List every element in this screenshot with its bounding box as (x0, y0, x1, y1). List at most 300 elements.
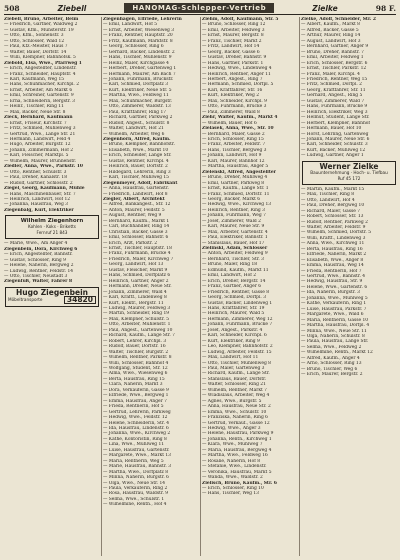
directory-entry: — Franz, Rentner, Hauptstr. 20 (103, 33, 173, 39)
directory-entry: — Paul, Zimmerer, Wald 8 (202, 109, 260, 115)
directory-entry: — Arno, Schlosser, Ring 13 (301, 361, 362, 367)
directory-entry: — Friedrich, Gärtner, Waldweg 2 (4, 22, 78, 28)
directory-entry: — Willi, Schlosser, Bahnhof 4 (103, 360, 169, 366)
directory-entry: — Johanna, Wwe., Mühlweg 5 (301, 295, 368, 301)
directory-entry: — Frieda, Rentnerin, Hof 5 (103, 404, 164, 410)
directory-entry: — Wilhelm, Bauer, Hof 6 (202, 120, 257, 126)
directory-entry: — Franz, Gärtner, Anger 6 (202, 284, 261, 290)
directory-entry: — Paul, Kfz.-Meister, Haus 7 (4, 44, 68, 50)
directory-entry: — Josef, Angest., Parkstr. 4 (202, 327, 263, 333)
directory-entry: — Willi, Klempner, Bahnhofsk. 5 (4, 55, 76, 61)
directory-entry: — Lina, Wwe., Mühlweg 11 (103, 442, 165, 448)
directory-entry: — Berta, Hausfrau, Ring 15 (103, 376, 165, 382)
directory-entry: — Hermann, Maurer, Am Bach 7 (103, 71, 176, 77)
directory-entry: — Johanna, Rentn., Kirchweg 1 (202, 436, 272, 442)
directory-entry: — Wilhelm, Arbeiter, Weg 6 (103, 131, 165, 137)
directory-entry: — Karl, Kraftfahrer, Str. 16 (202, 87, 263, 93)
directory-entry: — Max, Bäcker, Neue Str. 8 (4, 109, 66, 115)
directory-entry: — Georg, Landwirt, Hof 13 (103, 262, 164, 268)
directory-entry: — Ida, Hausfrau, Lindenstr. 6 (103, 425, 169, 431)
directory-entry: — Minna, Näherin, Burgstr. 6 (103, 475, 169, 481)
directory-entry: — Friedrich, Maler, Kirchweg 7 (103, 256, 174, 262)
directory-entry: — Friedrich, Rentner, Weg 15 (301, 76, 368, 82)
directory-entry: — Heinr., Tischler, Ring 11 (4, 104, 64, 110)
ad-note: Ruf 45 172 (337, 175, 361, 181)
ad-note: Fernruf 21 843 (36, 230, 68, 236)
directory-entry: — Hermann, Dreher, Neue Str. (103, 284, 172, 290)
advertisement-ziegenbein (5, 287, 99, 307)
directory-entry: — Margarete, Wwe., Markt 13 (103, 453, 171, 459)
directory-entry: — Rudolf, Angest., Schulstr. 8 (103, 120, 170, 126)
directory-entry: — Ida, Näherin, Burgstr. 3 (301, 290, 360, 296)
directory-entry: — Erich, Angestellter, Bahnstr. (4, 252, 73, 258)
directory-entry: — Erich, Arzt, Parkstr. 2 (103, 240, 158, 246)
directory-entry: — Franz, Schneider, Hauptstr. 4 (4, 71, 76, 77)
directory-entry: — Wilhelmine, Rentn., Markt 12 (301, 350, 373, 356)
directory-entry: — Ernst, Friseur, Kirchstr. 7 (4, 120, 67, 126)
directory-entry: — Otto, Landwirt, Hof 4 (301, 197, 355, 203)
directory-entry: — Bruno, Dreher, Bahnstr. 7 (301, 49, 364, 55)
directory-entry: — Dora, Verkäuferin, Gasse 9 (103, 387, 169, 393)
directory-entry: — Maria, Rentnerin, Gasse 10 (301, 317, 369, 323)
directory-entry: — Johann, Fuhrmann, Weg 7 (202, 213, 266, 219)
directory-entry: Ziegenbalg, Kurt, Elektriker (4, 207, 74, 213)
ad-subtitle: Kohlen · Koks · Briketts (28, 224, 76, 230)
directory-entry: — Erich, Angestellter, Lindenstr. (4, 66, 77, 72)
directory-entry: — Johann, Landwirt, Hof 9 (202, 153, 262, 159)
directory-entry: — Olga, Näherin, Schulstr. 8 (301, 334, 365, 340)
directory-entry: — Robert, Lehrer, Kirchpl. 3 (103, 338, 167, 344)
directory-entry: — Emma, Hausfrau, Weg 14 (301, 263, 364, 269)
directory-entry: — Willi, Kraftf., Lindenweg 3 (301, 235, 366, 241)
directory-entry: — Hans, Tischler, Weg 13 (202, 491, 259, 497)
directory-entry: — Hans, Tischler, Mühlenstr. 9 (103, 55, 172, 61)
directory-entry: — Georg, Bäcker, Markt 6 (202, 196, 261, 202)
directory-entry: — Martha, Hausfrau, Dorfpl. 4 (301, 323, 370, 329)
directory-entry: — Rudolf, Rentner, Parkweg 2 (301, 219, 368, 225)
directory-entry: — Ludwig, Rentner, Feldstr. 14 (4, 268, 74, 274)
directory-entry: — Max, Schuhmacher, Burgstr. (103, 98, 173, 104)
directory-entry: — Stefanie, Wwe., Lindenstr. (202, 464, 267, 470)
directory-entry: — Heinrich, Rentner, Ring 3 (202, 207, 265, 213)
advertisement-zielke (302, 161, 396, 185)
directory-entry: — Helene, Hausfrau, Parkweg 9 (202, 431, 274, 437)
directory-entry: — Kurt, Elektriker, Ring 9 (202, 338, 260, 344)
directory-entry: — Max, Tischler, Ring 8 (301, 192, 354, 198)
directory-entry: — Friedrich, Rentner, Gasse 8 (202, 289, 270, 295)
directory-entry: — Hermann, Schmied, Dorfpl. 5 (202, 82, 274, 88)
directory-entry: — Hans, Maschinenbauer, Str. 7 (4, 191, 76, 197)
column-3 (202, 17, 298, 558)
column-divider (200, 17, 201, 556)
directory-entry: — Heinrich, Rentner, Anger 11 (202, 71, 271, 77)
directory-entry: — Gertrud, Verkäuf., Gasse 12 (202, 420, 270, 426)
directory-entry: Ziedler, Anna, Wwe., Parkstr. 10 (4, 164, 83, 170)
directory-entry: — Erich, Schlosser, Bergstr. 6 (301, 60, 368, 66)
directory-entry: — Gustav, Dreher, Bahnstr. 9 (202, 55, 267, 61)
directory-entry: — Georg, Kraftfahrer, Str. 11 (301, 87, 366, 93)
directory-entry: — Gustav, Fleischer, Markt 9 (103, 267, 168, 273)
directory-entry: — Clara, Näherin, Markt 3 (103, 382, 163, 388)
directory-entry: — Wladislaus, Arbeiter, Weg 4 (202, 393, 270, 399)
directory-entry: — Gustav, Rentner, Kirchpl. 4 (103, 158, 169, 164)
directory-entry: Ziegenhorn, Alfred, Kaufm. (103, 136, 171, 142)
directory-entry: Ziegenhagen, Elfriede, Lehrerin (103, 17, 182, 22)
directory-entry: — Anna, Hausfrau, Neue Str. 2 (202, 404, 271, 410)
directory-entry: — Walter, Schlosser, Ring 21 (202, 382, 266, 388)
directory-entry: — Elisabeth, Wwe., Anger 8 (301, 257, 364, 263)
directory-entry: — Karl, Kaufmann, Weg 15 (4, 76, 65, 82)
directory-entry: — Helmut, Student, Lange Str. (301, 115, 370, 121)
directory-entry: Ziebell, Bruno, Arbeiter, Beim (4, 17, 79, 22)
directory-entry: — Richard, Gärtner, Parkweg 2 (103, 115, 173, 121)
directory-entry: — Hermann, Bauer, Hof 10 (301, 126, 362, 132)
directory-entry: — Kurt, Bäcker, Mühlweg 12 (301, 147, 366, 153)
directory-entry: — Hans, Schmied, Dorfplatz 6 (103, 273, 171, 279)
directory-entry: — Bernhard, Gärtner, Anger 9 (301, 44, 369, 50)
directory-entry: — Horst, Lehrling, Gartenweg (301, 131, 369, 137)
directory-entry: — Walter, Bauer, Dorfstr. 14 (4, 49, 67, 55)
ad-title: Wilhelm Ziegenhorn (20, 218, 84, 225)
directory-entry: — Marie, Hausfrau, Bahnstr. 3 (103, 464, 171, 470)
column-4 (301, 17, 397, 558)
directory-entry: — Gerhard, Bäcker, Lindenstr. 2 (103, 49, 175, 55)
directory-entry: — Fritz, Schmied, Dorfpl. 2 (301, 82, 362, 88)
directory-entry: — Franziska, Näherin, Ring 6 (202, 415, 268, 421)
directory-entry: — Bruno, Maler, Ring 18 (202, 262, 258, 268)
directory-entry: — Emil, Landwirt, Hof 2 (202, 273, 257, 279)
directory-entry: — Bernhard, Kaufm., Markt 1 (103, 218, 170, 224)
directory-entry: — Johann, Fuhrmann, Brückstr. (103, 76, 174, 82)
ad-subtitle: Möbeltransporte (8, 296, 43, 302)
directory-entry: — Paul, Dreher, Bergweg 10 (301, 203, 365, 209)
directory-entry: — Käthe, Kontoristin, Ring 8 (103, 436, 167, 442)
directory-entry: — Johann, Maurer, Neue Str. 6 (301, 136, 370, 142)
directory-entry: — Anton, Maurer, Feldstr. 5 (103, 207, 165, 213)
directory-entry: — Paul, Elektriker, Bahnstr. 1 (202, 235, 268, 241)
directory-entry: — Friedrich, Landwirt, Hof 8 (103, 191, 168, 197)
directory-entry: — Wolfgang, Student, Str. 12 (103, 366, 168, 371)
directory-entry: — Rosalie, Näherin, Hof 8 (202, 458, 261, 464)
directory-entry: Zieck, Bernhard, Kaufmann (4, 115, 73, 121)
directory-entry: — Hedwig, Wwe., Lindenweg 4 (202, 66, 272, 72)
directory-entry: — Walter, Landwirt, Hof 21 (103, 126, 164, 132)
directory-entry: — Karl, Schneider, Schulstr. 3 (301, 142, 368, 148)
directory-entry: — Ludwig, Maurer, Feldweg 3 (103, 306, 171, 312)
directory-entry: — Erich, Maurer, Bergstr. 2 (301, 372, 363, 378)
directory-entry: — Christian, Bäcker, Gasse 3 (103, 229, 168, 235)
directory-entry: — Fritz, Schmied, Mühlenweg 3 (4, 126, 76, 132)
directory-entry: — Max, Landwirt, Hof 11 (202, 355, 259, 361)
directory-entry: — Selma, Wwe., Feldweg 2 (301, 344, 362, 350)
directory-entry: — Bruno, Dreher, Mühlweg 4 (202, 175, 268, 181)
directory-entry: — Hans, Kraftfahrer, Str. 19 (202, 306, 265, 312)
directory-entry: — Georg, Schlosser, Ring 6 (103, 44, 164, 50)
directory-entry: — Veronika, Hausfrau, Markt 5 (202, 469, 272, 475)
directory-entry: — Anton, Arbeiter, Feldweg 9 (202, 251, 268, 257)
directory-entry: Ziegel, Georg, Kaufmann, Mühle (4, 186, 85, 192)
directory-entry: — Emil, Schreiner, Gartenstr. 9 (4, 93, 74, 99)
directory-entry: — Martha, Hausfrau, Anger 5 (202, 164, 269, 170)
directory-entry: — Otto, Zimmerer, Waldstr. 13 (103, 104, 171, 110)
directory-entry: Zielke, Adolf, Schneider, Str. 2 (301, 17, 376, 22)
directory-entry: — Hans, Tischler, Bergweg 3 (202, 147, 267, 153)
directory-entry: — Karl, Maurer, Neue Str. 9 (202, 224, 265, 230)
page-number: 508 (4, 3, 20, 13)
directory-entry: — Bruno, Schlosser, Ring 12 (202, 22, 266, 28)
directory-entry: — Emil, Gärtner, Parkweg 8 (202, 180, 265, 186)
directory-entry: — Minna, Wwe., Neue Str. 11 (301, 328, 367, 334)
directory-entry: — Franz, Maler, Kirchpl. 4 (301, 71, 360, 77)
directory-entry: — Heinrich, Gärtner, Anger 2 (103, 278, 169, 284)
keyword-right: Zielke (312, 3, 338, 13)
directory-entry: — Georg, Bäcker, Gasse 6 (202, 49, 260, 55)
directory-entry: — Otto, Tischler, Neustadt 3 (4, 274, 68, 280)
page-header (4, 2, 396, 14)
directory-entry: — Max, Schneider, Kirchpl. 9 (202, 98, 267, 104)
keyword-left: Ziebell (57, 3, 87, 13)
directory-entry: — Kurt, Elektriker, Weg 2 (202, 93, 260, 99)
directory-entry: — Franz, Arbeiter, Feldstr. 7 (202, 142, 266, 148)
directory-entry: — Kurt, Elektr., Bergstr. 11 (103, 300, 164, 306)
directory-entry: — Bruno, Klempner, Bahnhofstr. (103, 142, 175, 148)
header-banner: HANOMAG-Schlepper-Vertrieb (124, 3, 274, 13)
header-rule (4, 14, 396, 15)
directory-entry: — Walter, Arbeiter, Feldstr. 9 (301, 224, 366, 230)
directory-entry: — Ernst, Tischler, Hauptstr. 18 (103, 246, 172, 252)
directory-entry: — Otto, Fuhrmann, Brücke 3 (202, 104, 267, 110)
directory-entry: — Wilhelm, Maurer, Brunnenstr. (4, 158, 77, 164)
directory-entry: — Elisabeth, Wwe., Markt 10 (103, 147, 169, 153)
directory-entry: — Otto, Rentner, Schulstr. 3 (4, 169, 67, 175)
directory-entry: — Kurt, Elektriker, Neue Str. 5 (103, 87, 172, 93)
directory-entry: — Karl, Schneider, Kirchpl. 6 (202, 333, 267, 339)
directory-entry: — Hermann, Zimmerer, Weg 12 (202, 316, 273, 322)
directory-entry: — Emil, Landwirt, Hof 5 (103, 22, 158, 28)
directory-entry: — Fritz, Landwirt, Hof 14 (202, 44, 260, 50)
directory-entry: Ziehm, Adolf, Kaufmann, Str. 5 (202, 17, 279, 22)
directory-entry: — Heinz, Maler, Kirchgasse 4 (103, 60, 169, 66)
directory-entry: — Robert, Schlosser, Str. 13 (301, 214, 364, 220)
directory-entry: — Johann, Zimmerer, Wald 4 (103, 289, 167, 295)
directory-entry: — Albert, Kaufm., Markt 8 (301, 22, 360, 28)
directory-entry: — Martin, Kaufm., Markt 15 (301, 186, 365, 192)
directory-entry: — Walter, Tischler, Burgstr. 2 (103, 349, 169, 355)
directory-entry: Ziebold, Elsa, Wwe., Pfarrweg 1 (4, 60, 82, 66)
directory-entry: — Erich, Schlosser, Ring 10 (202, 485, 264, 491)
directory-entry: — Arthur, Maurer, Ring 14 (301, 33, 361, 39)
directory-entry: — Rudolf, Gärtner, Schlosstr. 2 (4, 180, 73, 186)
directory-entry: — Franz, Fuhrmann, Brücke 4 (103, 251, 171, 257)
directory-entry: — Ernst, Tischler, Parkstr. 12 (301, 66, 367, 72)
directory-entry: — Wilhelm, Schmied, Dorfstr. 5 (301, 230, 371, 236)
directory-entry: — Elfriede, Näherin, Markt 2 (301, 252, 367, 258)
directory-entry: — Ernst, Arbeiter, Wiesenweg 3 (103, 27, 175, 33)
directory-entry: — Helene, Schneiderin, Str. 4 (103, 420, 170, 426)
directory-entry: — Emma, Hausfrau, Anger 7 (103, 398, 167, 404)
directory-entry: — Martha, Wwe., Feldweg 16 (202, 453, 268, 459)
directory-entry: — Hedwig, Wwe., Anger 3 (202, 425, 261, 431)
directory-entry: — Alfred, Bäcker, Gasse 5 (301, 27, 359, 33)
directory-entry: — Alfred, Bankangest., Str. 12 (103, 202, 171, 208)
directory-entry: — Alma, Wwe., Wiesenweg 6 (103, 371, 168, 377)
directory-entry: — Margarete, Wwe., Wald 6 (301, 312, 364, 318)
directory-entry: Zielinski, Adam, Schlosser (202, 246, 268, 252)
directory-entry: — Richard, Kaufm., Lange Str. (202, 371, 270, 377)
directory-entry: Zielisch, Bruno, Kaufm., Str. 6 (202, 480, 277, 486)
column-1 (4, 17, 100, 558)
directory-entry: — Anna, Hausfrau, Gartenstr. (103, 186, 169, 192)
directory-entry: — Karl, Maurer, Bahnhof 12 (202, 158, 265, 164)
directory-entry: — Ernst, Maurer, Bergstr. 8 (202, 33, 264, 39)
directory-entry: — Gustav, Bäcker, Lindenweg 1 (202, 300, 273, 306)
directory-entry: — Edmund, Kaufm., Markt 11 (202, 267, 269, 273)
directory-entry: — Max, Klempner, Schulstr. 5 (103, 316, 170, 322)
directory-entry: — Olga, Wwe., Neue Str. 14 (103, 480, 166, 486)
directory-entry: — Hugo, Arbeiter, Burgstr. 12 (4, 142, 71, 148)
telephone-ref: 98 F. (375, 3, 396, 13)
directory-entry: — Leo, Klempner, Bahnhofstr. 2 (202, 344, 273, 350)
directory-entry: — Gertrud, Wwe., Bahnstr. 4 (301, 274, 366, 280)
directory-entry: — Hedwig, Wwe., Feldstr. 12 (103, 415, 168, 421)
directory-entry: — Anna, Wwe., Kirchweg 11 (301, 241, 365, 247)
directory-entry: — Klara, Wwe., Mühlweg 7 (202, 442, 263, 448)
directory-entry: — Josef, Zimmerer, Wald 2 (202, 218, 261, 224)
directory-entry: Zielasek, Anna, Wwe., Str. 10 (202, 126, 274, 132)
directory-entry: — Agnes, Wwe., Burgstr. 5 (202, 398, 262, 404)
advertisement-ziegenhorn (5, 215, 99, 239)
directory-entry: — Ludwig, Arbeiter, Feldstr. 15 (202, 349, 272, 355)
directory-entry: — Heinrich, Landwirt, Hof 12 (4, 196, 71, 202)
directory-entry: — Richard, Kaufm., Lange Str. 7 (103, 333, 175, 339)
directory-entry: — Heinrich, Elektriker, Weg 3 (301, 109, 368, 115)
directory-entry: — August, Rentner, Weg 9 (103, 213, 162, 219)
directory-entry: — Hans, Fuhrmann, Brücke 9 (301, 104, 368, 110)
directory-entry: Zielenski, Alfred, Angestellter (202, 169, 276, 175)
directory-entry: — Selma, Wwe., Schulstr. 1 (103, 496, 165, 502)
directory-entry: — Hildegard, Lehrerin, Ring 3 (103, 169, 171, 175)
directory-entry: — Paul, Kraftfahrer, Ring 17 (103, 109, 167, 115)
directory-entry: — Stanislaus, Bauer, Hof 17 (202, 240, 265, 246)
directory-entry: — Emma, Wwe., Schulstr. 10 (202, 409, 267, 415)
column-2 (103, 17, 199, 558)
directory-entry: — Hedwig, Wwe., Kirchweg 13 (202, 202, 272, 208)
directory-entry: — Karl, Fleischer, Marktpl. 5 (4, 153, 69, 159)
directory-entry: — Gustav, Zimmerer, Wald 7 (301, 98, 365, 104)
ad-phone: 34820 (64, 296, 96, 304)
directory-entry: — Hans, Schuhmacher, Kirchpl. 2 (4, 82, 79, 88)
directory-entry: — Otto, Tischler, Mühlenweg 8 (202, 360, 271, 366)
directory-entry: — Karl, Kraftf., Lindenweg 8 (103, 295, 167, 301)
directory-entry: — Gertrud, Lehrerin, Parkweg (103, 409, 171, 415)
directory-entry: — Emil, Arbeiter, Feldweg 3 (202, 27, 265, 33)
directory-entry: — Ludwig, Gärtner, Anger 1 (301, 153, 364, 159)
directory-entry: — Käthe, Verkäuferin, Ring 1 (301, 301, 367, 307)
directory-entry: — Otto, Kfm., Sonnenstr. 3 (4, 33, 64, 39)
directory-entry: — Gerhard, Angest., Ring 5 (301, 93, 363, 99)
directory-entry: — Georg, Schmied, Dorfpl. 3 (202, 295, 266, 301)
directory-entry: — Karl, Schmied, Dorfplatz 3 (103, 82, 169, 88)
directory-entry: — Franz, Tischler, Markt 2 (202, 38, 262, 44)
directory-entry: — Erna, Schneiderin, Bergstr. 3 (4, 98, 75, 104)
directory-entry: Ziegenmeyer, Adolf, Fabrikant (103, 180, 178, 186)
directory-entry: — Franz, Schmied, Dorfstr. 11 (202, 191, 270, 197)
directory-entry: — Herbert, Dreher, Gartenweg 1 (103, 66, 177, 72)
directory-entry: — Gustav, Kfm., Münsterstr. 19 (4, 27, 74, 33)
directory-entry: — Marie, Wwe., Am Anger 4 (4, 241, 68, 247)
directory-entry: — Rosa, Hausfrau, Waldstr. 9 (103, 491, 169, 497)
directory-entry: — Berta, Hausfrau, Ring 16 (301, 246, 363, 252)
column-divider (299, 17, 300, 556)
directory-entry: — Stanislaus, Bauer, Dorfstr. (202, 376, 267, 382)
directory-entry: — Carl, Buchhändler, Ring 14 (103, 224, 170, 230)
directory-entry: — Helene, Näherin, Bergweg 2 (4, 263, 74, 269)
directory-entry: — Johanna, Hausfrau, Weg 3 (4, 202, 68, 208)
directory-entry: — Otto, Arbeiter, Mühlenstr. 1 (103, 322, 171, 328)
directory-entry: — Maria, Hausfrau, Bergweg 4 (202, 447, 272, 453)
directory-entry: — Hans, Gärtner, Parkstr. 1 (202, 60, 264, 66)
directory-entry: — Heinrich, Bauer, Dorfstr. 2 (103, 164, 168, 170)
directory-entry: — Elfriede, Wwe., Bergweg 1 (103, 393, 169, 399)
directory-entry: — Erich, Schneider, Lange Str. (103, 153, 172, 159)
directory-entry: — Hedwig, Hausfrau, Str. 9 (301, 279, 363, 285)
directory-entry: — Paula, Verkäuferin, Ring 2 (103, 485, 168, 491)
directory-entry: — Heinrich, Maurer, Wald 5 (202, 311, 265, 317)
directory-entry: — Rudolf, Bauer, Dorfstr. 16 (103, 344, 166, 350)
directory-entry: — Paula, Hausfrau, Lange Str. (301, 339, 369, 345)
directory-entry: — Emil, Schlosser, Bahnstr. 6 (103, 235, 169, 241)
directory-entry: — Martha, Wwe., Dorfplatz 8 (103, 469, 169, 475)
directory-entry: — Wilhelm, Rentner, Parkstr. 8 (103, 355, 172, 361)
directory-entry: — Emil, Arbeiter, Feldweg 1 (301, 55, 364, 61)
ad-subtitle: Bauunternehmung · Hoch- u. Tiefbau (310, 169, 388, 175)
directory-entry: — Paul, Dreher, Kanalstr. 18 (4, 175, 67, 181)
directory-entry: — Johann, Fuhrmann, Brücke 7 (202, 322, 273, 328)
directory-entry: — Maria, Rentnerin, Weg 5 (103, 458, 164, 464)
directory-entry: — Ernst, Kaufm., Lange Str. 1 (202, 186, 269, 192)
directory-entry: — Max, Arbeiter, Gartenstr. 4 (202, 229, 268, 235)
directory-entry: — Martin, Schneider, Ring 19 (103, 311, 170, 317)
ad-title: Hugo Ziegenbein (15, 287, 88, 297)
directory-entry: — Richard, Maler, Gasse 7 (301, 208, 361, 214)
directory-entry: — Paul, Maler, Gartenweg 3 (202, 366, 265, 371)
directory-entry: — Bernhard, Maler, Gasse 2 (202, 131, 265, 137)
directory-entry: — Herbert, Klempner, Bahnhof (301, 120, 371, 126)
ad-title: Werner Zielke (319, 161, 379, 171)
directory-entry: — Gustav, Schlosser, Ring 9 (4, 257, 66, 263)
directory-entry: — Bernhard, Tischler, Str. 3 (202, 256, 264, 262)
directory-entry: — Hermann, Landwirt, Feld 4 (4, 136, 71, 142)
directory-entry: — Luise, Hausfrau, Parkstr. 7 (301, 306, 367, 312)
directory-entry: Ziegler, Albert, Architekt (103, 196, 165, 202)
directory-entry: Ziehr, Walter, Kaufm., Markt 4 (202, 115, 278, 121)
directory-entry: — Erich, Dreher, Bergstr. 14 (202, 278, 266, 284)
directory-entry: — Wilhelmine, Rentn., Hof 4 (103, 502, 167, 508)
directory-entry: — Bruno, Tischler, Weg 6 (301, 366, 358, 372)
directory-entry: — Paul, Angest., Gartenweg 10 (103, 327, 173, 333)
directory-entry: — Frieda, Rentnerin, Hof 7 (301, 268, 362, 274)
directory-entry: — Luise, Hausfrau, Gartenstr. (103, 447, 170, 453)
directory-entry: — Wilhelm, Rentner, Markt 7 (202, 387, 267, 393)
column-divider (101, 17, 102, 556)
directory-entry: — Fritz, Kaufmann, Marktstr. 8 (103, 38, 173, 44)
directory-entry: — Helene, Wwe., Gartenstr. 6 (301, 284, 368, 290)
directory-entry: — Martha, Wwe., Feldweg 11 (103, 93, 169, 99)
directory-entry: Ziegenfuß, Walter, Fahrer 8 (4, 279, 73, 285)
directory-entry: — Johanna, Wwe., Kirchweg 2 (103, 431, 171, 437)
directory-entry: — Ernst, Arbeiter, Am Markt 6 (4, 87, 73, 93)
directory-entry: — Herbert, Angest., Ring 7 (202, 76, 263, 82)
